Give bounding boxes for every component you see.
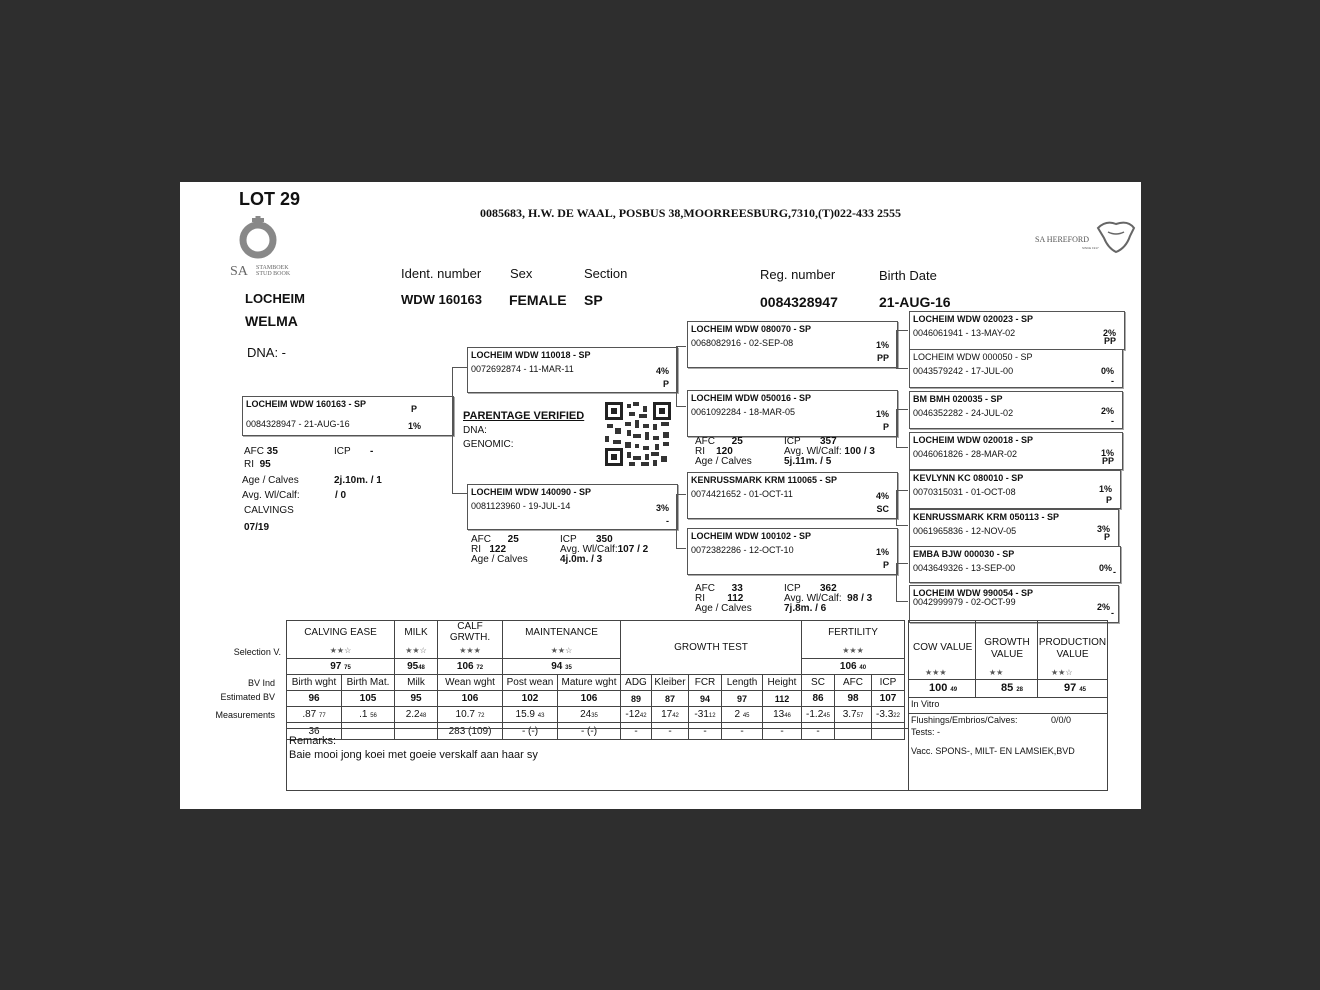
ident-label: Ident. number xyxy=(401,266,482,281)
ebv-cell: -3112 xyxy=(689,707,722,723)
ebv-cell: 15.9 43 xyxy=(503,707,558,723)
sire-status: P xyxy=(662,379,669,389)
studbook-text: STAMBOEK STUD BOOK xyxy=(256,265,291,277)
trait-wean-wght: Wean wght xyxy=(438,675,503,691)
ggp6-name: KENRUSSMARK KRM 050113 - SP xyxy=(913,512,1060,522)
self-name: LOCHEIM WDW 160163 - SP xyxy=(246,399,367,409)
ggp-box-8 xyxy=(909,585,1119,623)
grandparent-box-1 xyxy=(687,321,898,368)
breeding-values-table xyxy=(286,620,905,740)
trait-birth-wght: Birth wght xyxy=(287,675,342,691)
trait-length: Length xyxy=(722,675,763,691)
ggp-box-3 xyxy=(909,391,1123,429)
measurement-cell: - xyxy=(802,723,835,740)
bv-ind-cell: 105 xyxy=(342,691,395,707)
ggp7-status: - xyxy=(1113,567,1116,577)
bv-ind-cell: 106 xyxy=(558,691,621,707)
calvings-value: 07/19 xyxy=(244,522,270,533)
trait-sc: SC xyxy=(802,675,835,691)
ggp8-status: - xyxy=(1111,608,1114,618)
tests: Tests: - xyxy=(911,727,941,737)
studbook-emblem-icon xyxy=(238,214,282,262)
row-label-selection: Selection V. xyxy=(233,647,281,657)
bv-ind-cell: 106 xyxy=(438,691,503,707)
growth-value: 85 28 xyxy=(1001,682,1023,694)
sire-box xyxy=(467,347,678,393)
gp-stats-2-right: ICP 362 Avg. Wl/Calf: 98 / 3 7j.8m. / 6 xyxy=(784,583,873,614)
group-growth-test: GROWTH TEST xyxy=(621,621,802,675)
measurement-cell: - xyxy=(763,723,802,740)
ggp3-name: BM BMH 020035 - SP xyxy=(913,394,1003,404)
ggp4-reg: 0046061826 - 28-MAR-02 xyxy=(913,449,1018,459)
ebv-cell: 1346 xyxy=(763,707,802,723)
gp3-reg: 0074421652 - 01-OCT-11 xyxy=(691,489,793,499)
ggp1-reg: 0046061941 - 13-MAY-02 xyxy=(913,328,1016,338)
flushings-label: Flushings/Embrios/Calves: xyxy=(911,715,1018,725)
ggp-box-5 xyxy=(909,470,1121,509)
stars-milk: ★★☆ xyxy=(395,643,438,659)
trait-adg: ADG xyxy=(621,675,652,691)
breeder-info: 0085683, H.W. DE WAAL, POSBUS 38,MOORREESBURG,7310,(T)022-433 2555 xyxy=(480,206,902,220)
sel-calving-ease: 97 75 xyxy=(287,659,395,675)
ggp-box-7 xyxy=(909,546,1121,583)
bv-ind-cell: 87 xyxy=(652,691,689,707)
ebv-cell: 10.7 72 xyxy=(438,707,503,723)
trait-kleiber: Kleiber xyxy=(652,675,689,691)
ggp6-reg: 0061965836 - 12-NOV-05 xyxy=(913,526,1017,536)
trait-mature-wght: Mature wght xyxy=(558,675,621,691)
self-box xyxy=(242,396,454,436)
ggp3-pct: 2% xyxy=(1100,406,1114,416)
self-age: 2j.10m. / 1 xyxy=(334,475,382,486)
dam-pct: 3% xyxy=(655,503,669,513)
trait-afc: AFC xyxy=(835,675,872,691)
gp-stats-1-left: AFC 25 RI 120 Age / Calves xyxy=(695,436,752,467)
ebv-cell: 2 45 xyxy=(722,707,763,723)
ggp1-status: PP xyxy=(1103,336,1116,346)
ggp6-status: P xyxy=(1103,532,1110,542)
trait-icp: ICP xyxy=(872,675,905,691)
ggp-box-2 xyxy=(909,349,1123,388)
gp1-pct: 1% xyxy=(875,340,889,350)
ggp7-reg: 0043649326 - 13-SEP-00 xyxy=(913,563,1016,573)
remarks-box xyxy=(286,728,909,791)
sex-value: FEMALE xyxy=(509,292,567,308)
calvings-label: CALVINGS xyxy=(244,505,294,516)
animal-name-2: WELMA xyxy=(245,313,298,329)
ggp-box-1 xyxy=(909,311,1125,350)
bv-ind-cell: 97 xyxy=(722,691,763,707)
ggp3-reg: 0046352282 - 24-JUL-02 xyxy=(913,408,1014,418)
sel-fertility: 106 40 xyxy=(802,659,905,675)
measurement-cell: 36 xyxy=(287,723,342,740)
ggp1-pct: 2% xyxy=(1102,328,1116,338)
gp4-reg: 0072382286 - 12-OCT-10 xyxy=(691,545,794,555)
group-calving-ease: CALVING EASE xyxy=(287,621,395,644)
ebv-cell: 3.757 xyxy=(835,707,872,723)
stars-fertility: ★★★ xyxy=(802,643,905,659)
ident-value: WDW 160163 xyxy=(401,292,482,307)
trait-height: Height xyxy=(763,675,802,691)
flushings-value: 0/0/0 xyxy=(1051,715,1072,725)
dam-status: - xyxy=(666,516,669,526)
section-value: SP xyxy=(584,292,603,308)
ggp7-name: EMBA BJW 000030 - SP xyxy=(913,549,1015,559)
birth-label: Birth Date xyxy=(879,268,937,283)
dam-stats-right: ICP 350 Avg. Wl/Calf:107 / 2 4j.0m. / 3 xyxy=(560,534,649,565)
self-ri: RI 95 xyxy=(244,459,271,470)
gp1-status: PP xyxy=(876,353,889,363)
sel-calf-growth: 106 72 xyxy=(438,659,503,675)
reg-value: 0084328947 xyxy=(760,294,838,310)
measurement-cell: - xyxy=(621,723,652,740)
parentage-genomic: GENOMIC: xyxy=(463,439,514,450)
ebv-cell: -3.322 xyxy=(872,707,905,723)
ebv-cell: 2.248 xyxy=(395,707,438,723)
gp1-name: LOCHEIM WDW 080070 - SP xyxy=(691,324,812,334)
animal-name-1: LOCHEIM xyxy=(245,291,305,306)
self-status: P xyxy=(410,404,417,414)
gp4-name: LOCHEIM WDW 100102 - SP xyxy=(691,531,812,541)
stars-maintenance: ★★☆ xyxy=(503,643,621,659)
studbook-sa: SA xyxy=(230,264,248,279)
ggp5-reg: 0070315031 - 01-OCT-08 xyxy=(913,487,1016,497)
bv-ind-cell: 102 xyxy=(503,691,558,707)
ggp6-pct: 3% xyxy=(1096,524,1110,534)
gp2-reg: 0061092284 - 18-MAR-05 xyxy=(691,407,796,417)
grandparent-box-2 xyxy=(687,390,898,437)
birth-value: 21-AUG-16 xyxy=(879,294,951,310)
ggp7-pct: 0% xyxy=(1098,563,1112,573)
pedigree-card xyxy=(180,182,1141,809)
vaccinations: Vacc. SPONS-, MILT- EN LAMSIEK,BVD xyxy=(911,746,1075,756)
bv-ind-cell: 94 xyxy=(689,691,722,707)
ggp8-pct: 2% xyxy=(1096,602,1110,612)
row-label-bv-ind: BV Ind xyxy=(247,678,275,688)
gp3-pct: 4% xyxy=(875,491,889,501)
gp1-reg: 0068082916 - 02-SEP-08 xyxy=(691,338,794,348)
row-label-measurements: Measurements xyxy=(215,710,275,720)
bv-ind-cell: 96 xyxy=(287,691,342,707)
trait-fcr: FCR xyxy=(689,675,722,691)
ggp-box-4 xyxy=(909,432,1123,470)
self-icp: ICP - xyxy=(334,446,374,457)
ggp1-name: LOCHEIM WDW 020023 - SP xyxy=(913,314,1034,324)
measurement-cell: - xyxy=(722,723,763,740)
cow-value-label: COW VALUE xyxy=(913,642,973,653)
studbook-logo xyxy=(238,214,282,267)
self-age-label: Age / Calves xyxy=(242,475,299,486)
measurement-cell: - xyxy=(652,723,689,740)
group-maintenance: MAINTENANCE xyxy=(503,621,621,644)
sire-name: LOCHEIM WDW 110018 - SP xyxy=(471,350,591,360)
ggp8-reg: 0042999979 - 02-OCT-99 xyxy=(913,597,1016,607)
trait-birth-mat: Birth Mat. xyxy=(342,675,395,691)
gp4-status: P xyxy=(882,560,889,570)
ggp-box-6 xyxy=(909,509,1119,547)
measurement-cell: - xyxy=(689,723,722,740)
ggp2-name: LOCHEIM WDW 000050 - SP xyxy=(913,352,1033,362)
ebv-cell: .1 56 xyxy=(342,707,395,723)
measurement-cell: - (-) xyxy=(503,723,558,740)
measurement-cell: - (-) xyxy=(558,723,621,740)
trait-post-wean: Post wean xyxy=(503,675,558,691)
bv-ind-cell: 95 xyxy=(395,691,438,707)
remarks-text: Baie mooi jong koei met goeie verskalf aan haar sy xyxy=(289,749,538,761)
measurement-cell: 283 (109) xyxy=(438,723,503,740)
sire-pct: 4% xyxy=(655,366,669,376)
self-pct: 1% xyxy=(407,421,421,431)
ebv-cell: -1.245 xyxy=(802,707,835,723)
sire-reg: 0072692874 - 11-MAR-11 xyxy=(471,364,574,374)
bv-ind-cell: 86 xyxy=(802,691,835,707)
animal-dna: DNA: - xyxy=(247,345,286,360)
group-calf-growth: CALF GRWTH. xyxy=(438,621,503,644)
ggp4-pct: 1% xyxy=(1100,448,1114,458)
ggp8-name: LOCHEIM WDW 990054 - SP xyxy=(913,588,1034,598)
in-vitro: In Vitro xyxy=(911,699,940,709)
hereford-logo-text: SA HEREFORD xyxy=(1035,235,1090,244)
dam-stats-left: AFC 25 RI 122 Age / Calves xyxy=(471,534,528,565)
dam-name: LOCHEIM WDW 140090 - SP xyxy=(471,487,592,497)
ggp2-pct: 0% xyxy=(1100,366,1114,376)
gp2-status: P xyxy=(882,422,889,432)
trait-milk: Milk xyxy=(395,675,438,691)
ebv-cell: -1242 xyxy=(621,707,652,723)
bv-ind-cell: 98 xyxy=(835,691,872,707)
dam-reg: 0081123960 - 19-JUL-14 xyxy=(471,501,571,511)
gp3-status: SC xyxy=(876,504,889,514)
qr-code-icon xyxy=(605,402,671,466)
ggp3-status: - xyxy=(1111,416,1114,426)
group-milk: MILK xyxy=(395,621,438,644)
stars-calf-growth: ★★★ xyxy=(438,643,503,659)
hereford-since: SINCE 1917 xyxy=(1082,246,1099,250)
remarks-label: Remarks: xyxy=(289,735,337,747)
gp-stats-2-left: AFC 33 RI 112 Age / Calves xyxy=(695,583,752,614)
growth-value-stars: ★★ xyxy=(989,668,1004,677)
reg-label: Reg. number xyxy=(760,267,836,282)
ggp4-status: PP xyxy=(1101,456,1114,466)
values-panel xyxy=(908,620,1108,791)
ebv-cell: .87 77 xyxy=(287,707,342,723)
parentage-verified: PARENTAGE VERIFIED xyxy=(463,410,585,422)
group-fertility: FERTILITY xyxy=(802,621,905,644)
self-afc: AFC 35 xyxy=(244,446,278,457)
self-wcalf-label: Avg. Wl/Calf: xyxy=(242,490,300,501)
bv-ind-cell: 107 xyxy=(872,691,905,707)
hereford-head-icon xyxy=(1094,218,1136,254)
section-label: Section xyxy=(584,266,628,281)
ggp4-name: LOCHEIM WDW 020018 - SP xyxy=(913,435,1034,445)
production-value: 97 45 xyxy=(1064,682,1086,694)
production-value-stars: ★★☆ xyxy=(1051,668,1073,677)
gp-stats-1-right: ICP 357 Avg. Wl/Calf: 100 / 3 5j.11m. / 5 xyxy=(784,436,875,467)
row-label-ebv: Estimated BV xyxy=(220,692,275,702)
sel-maintenance: 94 35 xyxy=(503,659,621,675)
ggp5-pct: 1% xyxy=(1098,484,1112,494)
ggp2-status: - xyxy=(1111,376,1114,386)
self-reg: 0084328947 - 21-AUG-16 xyxy=(246,419,350,429)
bv-ind-cell: 112 xyxy=(763,691,802,707)
ggp5-name: KEVLYNN KC 080010 - SP xyxy=(913,473,1024,483)
gp3-name: KENRUSSMARK KRM 110065 - SP xyxy=(691,475,838,485)
stars-calving-ease: ★★☆ xyxy=(287,643,395,659)
bv-ind-cell: 89 xyxy=(621,691,652,707)
cow-value: 100 49 xyxy=(929,682,958,694)
ggp5-status: P xyxy=(1105,495,1112,505)
production-value-label: PRODUCTION VALUE xyxy=(1038,637,1107,660)
dam-box xyxy=(467,484,678,530)
gp2-name: LOCHEIM WDW 050016 - SP xyxy=(691,393,812,403)
self-wcalf: / 0 xyxy=(335,490,347,501)
lot-number: LOT 29 xyxy=(239,189,301,209)
cow-value-stars: ★★★ xyxy=(925,668,947,677)
parentage-dna: DNA: xyxy=(463,425,487,436)
ebv-cell: 2435 xyxy=(558,707,621,723)
sex-label: Sex xyxy=(510,266,533,281)
ggp2-reg: 0043579242 - 17-JUL-00 xyxy=(913,366,1014,376)
gp4-pct: 1% xyxy=(875,547,889,557)
grandparent-box-3 xyxy=(687,472,898,519)
gp2-pct: 1% xyxy=(875,409,889,419)
ebv-cell: 1742 xyxy=(652,707,689,723)
sel-milk: 9548 xyxy=(395,659,438,675)
growth-value-label: GROWTH VALUE xyxy=(984,637,1030,660)
grandparent-box-4 xyxy=(687,528,898,575)
